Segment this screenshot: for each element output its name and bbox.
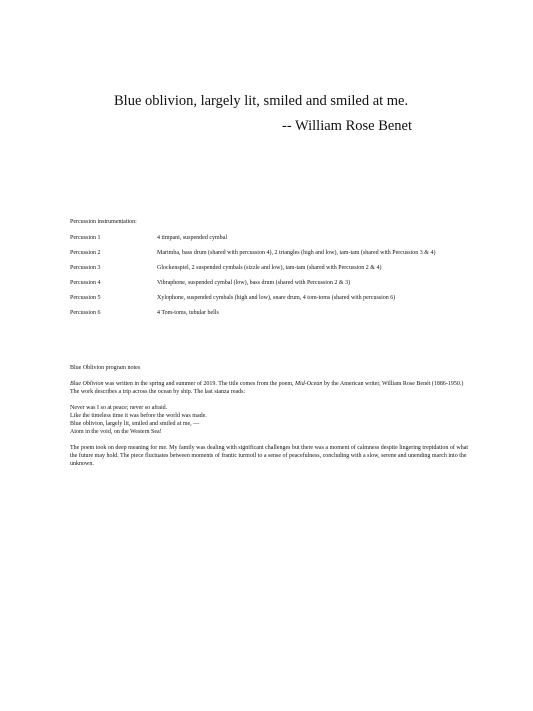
epigraph-attribution: -- William Rose Benet <box>282 118 413 134</box>
stanza-line: Never was I so at peace; never so afraid. <box>70 405 168 411</box>
epigraph-quote: Blue oblivion, largely lit, smiled and smiled at me. <box>114 93 409 109</box>
percussion-part-name: Percussion 3 <box>70 265 101 271</box>
instrumentation-section <box>70 218 510 324</box>
poem-stanza <box>70 404 470 436</box>
program-notes-title: Blue Oblivion program notes <box>70 365 141 371</box>
percussion-part-name: Percussion 6 <box>70 310 101 316</box>
instrumentation-row <box>70 234 510 249</box>
intro-text-part-1: was written in the spring and summer of 2019. The title comes from the poem, <box>103 381 296 387</box>
percussion-part-instruments: Glockenspiel, 2 suspended cymbals (sizzle and low), tam-tam (shared with Percussion 2 & 4) <box>157 265 382 271</box>
percussion-part-instruments: 4 timpani, suspended cymbal <box>157 235 227 241</box>
poem-title: Mid-Ocean <box>295 381 323 387</box>
stanza-line: Atom in the void, on the Western Sea! <box>70 429 162 435</box>
work-title: Blue Oblivion <box>70 381 104 387</box>
instrumentation-row <box>70 294 510 309</box>
percussion-part-name: Percussion 2 <box>70 250 101 256</box>
intro-text-part-2: by the American writer, William Rose Benét (1886-1950.) The work describes a trip across the ocean by ship. The last stanza reads: <box>70 381 464 395</box>
program-notes-intro <box>70 380 470 396</box>
percussion-part-instruments: 4 Tom-toms, tubular bells <box>157 310 219 316</box>
instrumentation-row <box>70 264 510 279</box>
instrumentation-row <box>70 279 510 294</box>
percussion-part-instruments: Vibraphone, suspended cymbal (low), bass drum (shared with Percussion 2 & 3) <box>157 280 351 286</box>
percussion-part-name: Percussion 5 <box>70 295 101 301</box>
percussion-part-name: Percussion 4 <box>70 280 101 286</box>
percussion-part-name: Percussion 1 <box>70 235 101 241</box>
percussion-part-instruments: Xylophone, suspended cymbals (high and low), snare drum, 4 tom-toms (shared with percussion 6) <box>157 295 396 301</box>
instrumentation-row <box>70 249 510 264</box>
instrumentation-heading: Percussion instrumentation: <box>70 219 137 225</box>
stanza-line: Blue oblivion, largely lit, smiled and smiled at me, — <box>70 421 200 427</box>
program-notes-section <box>70 364 470 476</box>
instrumentation-row <box>70 309 510 324</box>
program-notes-closing: The poem took on deep meaning for me. My family was dealing with significant challenges but there was a moment of calmness despite lingering trepidation of what the future may hold. The piece fluctuates between moments of frantic turmoil to a sense of peacefulness, concluding with a slow, serene and unending march into the unknown. <box>70 445 469 467</box>
percussion-part-instruments: Marimba, bass drum (shared with percussion 4), 2 triangles (high and low), tam-tam (shared with Percussion 3 & 4) <box>157 250 436 256</box>
stanza-line: Like the timeless time it was before the world was made. <box>70 413 207 419</box>
